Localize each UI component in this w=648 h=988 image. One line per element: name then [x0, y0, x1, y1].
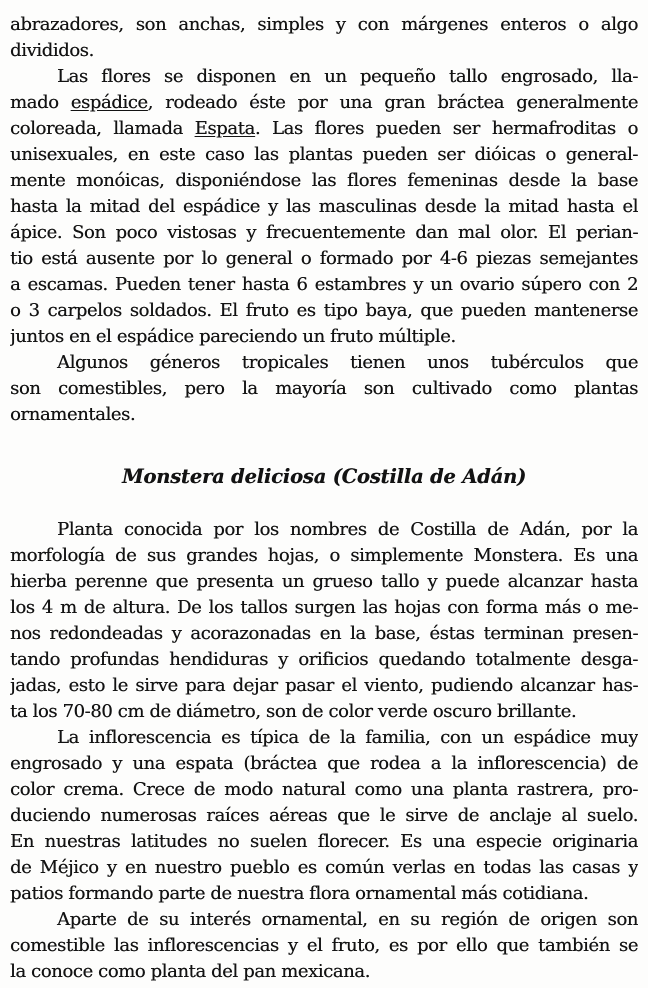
text-segment: En nuestras latitudes no suelen florecer. Es una especie originaria	[10, 831, 638, 852]
text-segment: juntos en el espádice pareciendo un fruto múltiple.	[10, 326, 456, 347]
text-line	[10, 881, 638, 907]
text-line	[10, 517, 638, 543]
text-segment: patios formando parte de nuestra flora ornamental más cotidiana.	[10, 883, 589, 904]
text-line	[10, 647, 638, 673]
text-segment: Las flores se disponen en un pequeño tallo engrosado, lla-	[57, 66, 638, 87]
text-segment: Planta conocida por los nombres de Costilla de Adán, por la	[57, 519, 638, 540]
text-segment: o 3 carpelos soldados. El fruto es tipo baya, que pueden mantenerse	[10, 300, 638, 321]
paragraph	[10, 907, 638, 985]
text-segment: mente monóicas, disponiéndose las flores femeninas desde la base	[10, 170, 638, 191]
text-segment: son comestibles, pero la mayoría son cultivado como plantas	[10, 378, 638, 399]
text-segment: ápice. Son poco vistosas y frecuentemente dan mal olor. El perian-	[10, 222, 638, 243]
text-line	[10, 90, 638, 116]
underlined-term: espádice	[70, 92, 148, 113]
text-line	[10, 64, 638, 90]
text-line	[10, 220, 638, 246]
text-segment: ornamentales.	[10, 404, 136, 425]
text-segment: nos redondeadas y acorazonadas en la base, éstas terminan presen-	[10, 623, 638, 644]
text-line	[10, 595, 638, 621]
text-segment: La inflorescencia es típica de la familia, con un espádice muy	[57, 727, 638, 748]
text-line	[10, 907, 638, 933]
text-line	[10, 725, 638, 751]
text-segment: mado	[10, 92, 71, 113]
text-line	[10, 777, 638, 803]
paragraph	[10, 12, 638, 64]
section-araceae-text	[10, 12, 638, 428]
text-segment: coloreada, llamada	[10, 118, 195, 139]
text-line	[10, 699, 638, 725]
text-segment: morfología de sus grandes hojas, o simplemente Monstera. Es una	[10, 545, 638, 566]
section-monstera-text	[10, 517, 638, 985]
text-segment: jadas, esto le sirve para dejar pasar el viento, pudiendo alcanzar has-	[10, 675, 638, 696]
text-line	[10, 142, 638, 168]
text-line	[10, 116, 638, 142]
text-line	[10, 673, 638, 699]
text-segment: duciendo numerosas raíces aéreas que le sirve de anclaje al suelo.	[10, 805, 638, 826]
text-line	[10, 298, 638, 324]
text-segment: divididos.	[10, 40, 94, 61]
text-segment: tio está ausente por lo general o formado por 4-6 piezas semejantes	[10, 248, 638, 269]
text-segment: ta los 70-80 cm de diámetro, son de color verde oscuro brillante.	[10, 701, 577, 722]
text-line	[10, 829, 638, 855]
text-line	[10, 569, 638, 595]
text-segment: Aparte de su interés ornamental, en su región de origen son	[57, 909, 638, 930]
text-segment: los 4 m de altura. De los tallos surgen las hojas con forma más o me-	[10, 597, 638, 618]
text-line	[10, 38, 638, 64]
text-line	[10, 855, 638, 881]
text-segment: la conoce como planta del pan mexicana.	[10, 961, 370, 982]
paragraph	[10, 517, 638, 725]
text-segment: . Las flores pueden ser hermafroditas o	[254, 118, 638, 139]
text-segment: color crema. Crece de modo natural como una planta rastrera, pro-	[10, 779, 638, 800]
text-line	[10, 272, 638, 298]
text-line	[10, 402, 638, 428]
text-segment: , rodeado éste por una gran bráctea generalmente	[147, 92, 638, 113]
text-line	[10, 12, 638, 38]
text-segment: tando profundas hendiduras y orificios quedando totalmente desga-	[10, 649, 638, 670]
text-line	[10, 246, 638, 272]
text-line	[10, 194, 638, 220]
text-line	[10, 621, 638, 647]
underlined-term: Espata	[194, 118, 255, 139]
text-segment: Algunos géneros tropicales tienen unos tubérculos que	[57, 352, 638, 373]
text-segment: abrazadores, son anchas, simples y con márgenes enteros o algo	[10, 14, 638, 35]
text-segment: de Méjico y en nuestro pueblo es común verlas en todas las casas y	[10, 857, 638, 878]
text-line	[10, 933, 638, 959]
paragraph	[10, 64, 638, 350]
paragraph	[10, 725, 638, 907]
text-line	[10, 324, 638, 350]
text-segment: comestible las inflorescencias y el fruto, es por ello que también se	[10, 935, 638, 956]
section-heading: Monstera deliciosa (Costilla de Adán)	[121, 465, 527, 488]
text-line	[10, 168, 638, 194]
text-segment: engrosado y una espata (bráctea que rodea a la inflorescencia) de	[10, 753, 638, 774]
text-line	[10, 350, 638, 376]
text-segment: hierba perenne que presenta un grueso tallo y puede alcanzar hasta	[10, 571, 638, 592]
text-segment: a escamas. Pueden tener hasta 6 estambres y un ovario súpero con 2	[10, 274, 638, 295]
text-segment: hasta la mitad del espádice y las masculinas desde la mitad hasta el	[10, 196, 638, 217]
text-line	[10, 959, 638, 985]
paragraph	[10, 350, 638, 428]
text-line	[10, 543, 638, 569]
text-line	[10, 751, 638, 777]
text-line	[10, 803, 638, 829]
text-segment: unisexuales, en este caso las plantas pueden ser dióicas o general-	[10, 144, 638, 165]
text-line	[10, 376, 638, 402]
